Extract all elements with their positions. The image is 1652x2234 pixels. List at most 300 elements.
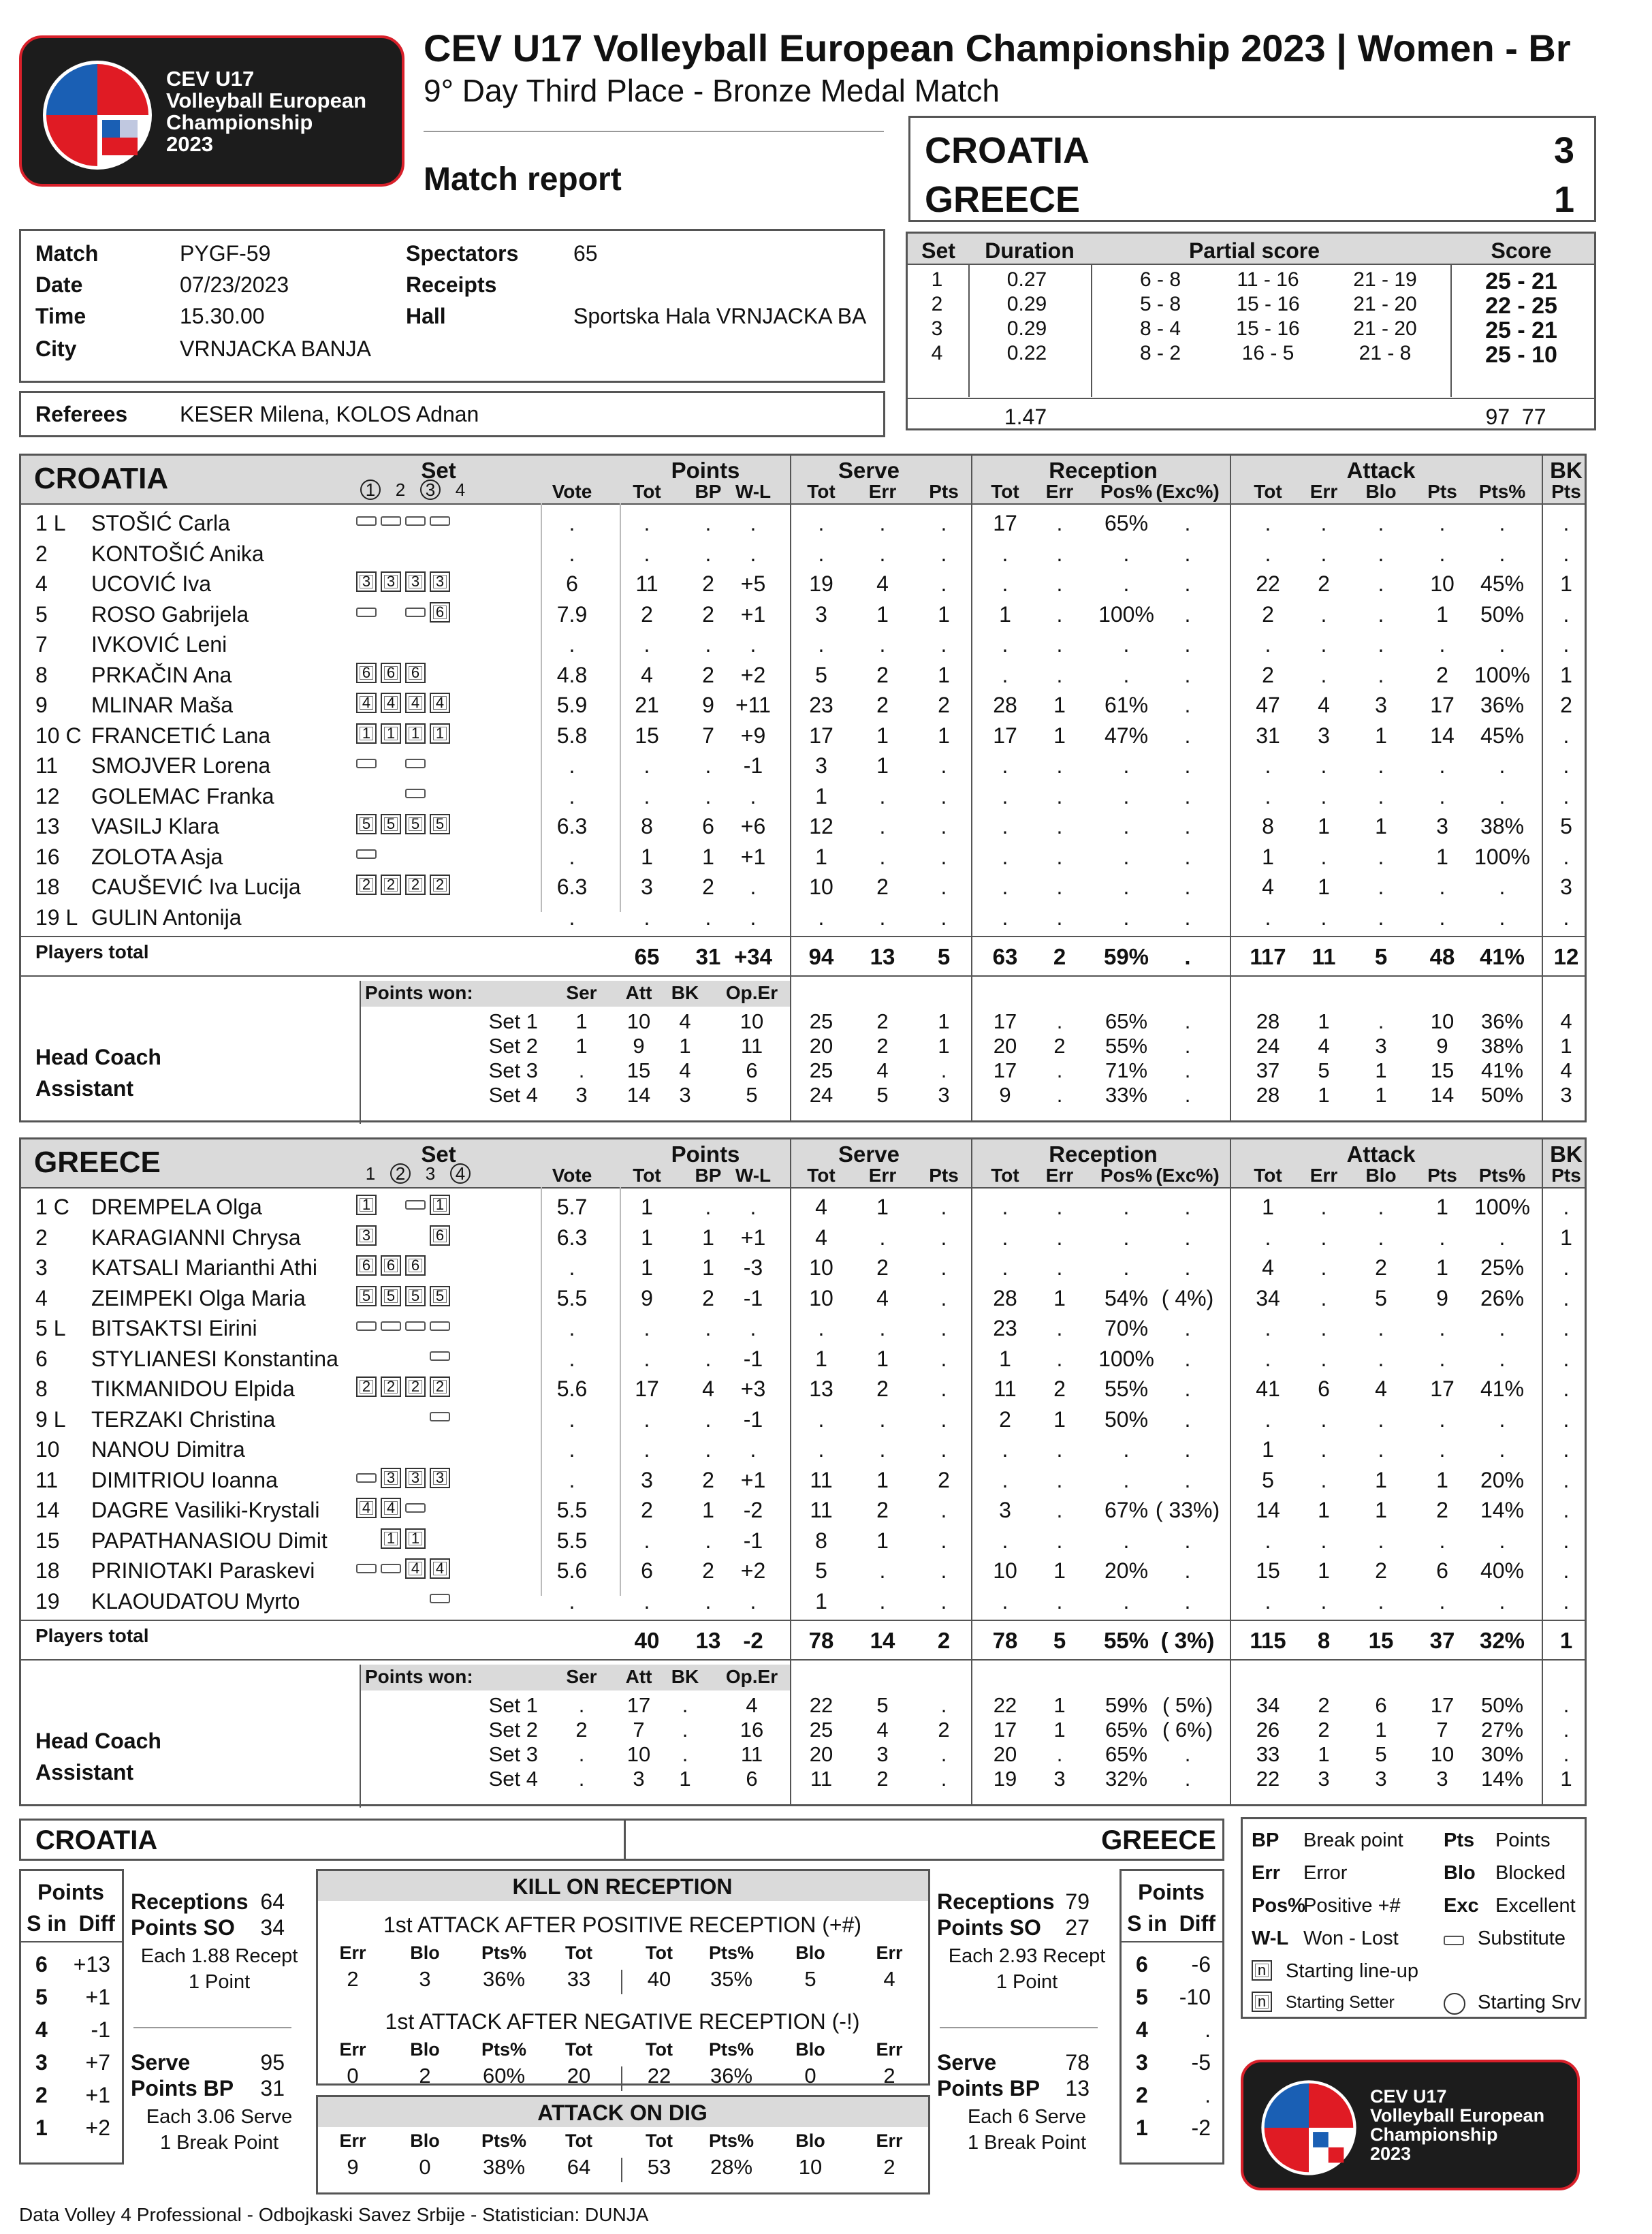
starting-lineup-marker: 1 [356, 1195, 377, 1215]
stat-cell: 2 [876, 1498, 889, 1522]
starting-lineup-marker: 3 [405, 571, 426, 592]
bottom-left-team: CROATIA [35, 1825, 158, 1855]
date-label: Date [35, 272, 83, 297]
subheader-15: Pts% [1478, 1165, 1526, 1186]
stat-cell: . [940, 783, 947, 808]
subheader-8: Err [1045, 1165, 1074, 1186]
stat-cell: 2 [702, 571, 714, 596]
stat-cell: 1 [641, 1255, 653, 1280]
stat-cell: . [1056, 541, 1063, 566]
stat-cell: 1 [702, 1225, 714, 1250]
stat-cell: +1 [740, 601, 766, 627]
kill-value: 28% [710, 2155, 753, 2179]
kill-header: Pts% [708, 2039, 754, 2060]
stat-cell: 1 [876, 601, 889, 627]
set-stat-cell: 7 [1436, 1718, 1448, 1742]
player-name: ZEIMPEKI Olga Maria [91, 1285, 306, 1310]
subheader-13: Blo [1365, 1165, 1397, 1186]
set-stat-cell: . [1056, 1009, 1063, 1033]
set-stat-cell: 14 [1430, 1083, 1455, 1107]
players-total-value: 8 [1317, 1628, 1331, 1653]
stat-cell: . [818, 1316, 825, 1340]
stat-cell: . [1320, 511, 1327, 535]
players-total-value: 63 [992, 944, 1018, 969]
stat-cell: . [940, 571, 947, 596]
left-each-break: 1 Break Point [159, 2132, 279, 2154]
set-stat-cell: 1 [1375, 1718, 1387, 1742]
set-stat-cell: 50% [1480, 1693, 1524, 1717]
stat-cell: . [1563, 1195, 1570, 1219]
stat-cell: 5 [815, 1558, 827, 1583]
stat-cell: 1 [1436, 601, 1448, 627]
rotation-diff: . [1205, 2017, 1211, 2042]
set-markers [354, 1316, 452, 1335]
total-duration: 1.47 [1004, 405, 1047, 429]
set-stat-cell: 1 [1318, 1742, 1330, 1766]
logo-bottom-text-2: Volleyball European [1370, 2105, 1545, 2126]
partial-score-16: 15 - 16 [1236, 317, 1300, 340]
stat-cell: . [644, 541, 650, 566]
stat-cell: 23 [809, 693, 833, 717]
kill-value: 22 [647, 2064, 671, 2088]
stat-cell: . [1320, 1225, 1327, 1250]
stat-cell: 17 [993, 723, 1017, 748]
stat-cell: 5 [1560, 814, 1572, 838]
stat-cell: . [1563, 904, 1570, 930]
legend-text: Won - Lost [1303, 1928, 1399, 1949]
player-name: KLAOUDATOU Myrto [91, 1588, 300, 1614]
subheader-16: Pts [1551, 481, 1581, 502]
stat-cell: 1 [1318, 1558, 1330, 1583]
stat-cell: 25% [1480, 1255, 1525, 1280]
stat-cell: 1 [1375, 1467, 1387, 1492]
subheader-9: Pos% [1100, 1165, 1153, 1186]
stat-cell: . [879, 1558, 886, 1583]
stat-cell: . [569, 904, 575, 930]
rotation-number: 5 [35, 1985, 48, 2009]
set-stat-cell: 15 [1430, 1058, 1455, 1082]
player-name: STYLIANESI Konstantina [91, 1346, 338, 1371]
stat-cell: 1 [815, 1346, 827, 1371]
stat-cell: . [705, 1316, 712, 1340]
stat-cell: . [1056, 875, 1063, 899]
stat-cell: . [1123, 1195, 1130, 1219]
stat-cell: . [1499, 1437, 1506, 1462]
kill-value: 40 [647, 1967, 671, 1991]
stat-cell: 41% [1480, 1376, 1525, 1401]
set-stat-cell: 16 [740, 1718, 764, 1742]
stat-cell: -1 [743, 1285, 763, 1310]
starting-lineup-marker: 4 [381, 1498, 401, 1518]
stat-cell: . [750, 904, 757, 930]
stat-cell: 1 [702, 1255, 714, 1280]
stat-cell: 1 [1053, 693, 1066, 717]
stat-cell: 26% [1480, 1285, 1525, 1310]
stat-cell: 23 [993, 1316, 1017, 1340]
result-score1: 3 [1553, 130, 1574, 171]
set-stat-cell: 1 [1053, 1718, 1066, 1742]
stat-cell: . [1439, 1225, 1446, 1250]
stat-cell: . [569, 1588, 575, 1614]
right-receptions: 79 [1065, 1889, 1090, 1914]
stat-cell: . [750, 1437, 757, 1462]
starting-lineup-marker: 5 [356, 814, 377, 834]
starting-lineup-marker: 3 [356, 571, 377, 592]
player-number: 4 [35, 571, 48, 596]
stat-cell: . [569, 753, 575, 778]
set-stat-cell: 2 [1318, 1693, 1330, 1717]
stat-cell: 3 [1436, 814, 1448, 838]
set-markers [354, 1528, 452, 1549]
player-name: VASILJ Klara [91, 814, 219, 838]
set-stat-cell: 3 [633, 1767, 645, 1791]
stat-cell: 5.7 [556, 1195, 588, 1219]
rotation-number: 1 [1136, 2115, 1148, 2140]
stat-cell: 6 [1318, 1376, 1330, 1401]
stat-cell: . [569, 1316, 575, 1340]
stat-cell: . [1056, 1437, 1063, 1462]
stat-cell: 1 [1318, 875, 1330, 899]
set-stat-cell: 30% [1480, 1742, 1524, 1766]
starting-lineup-marker: 6 [356, 663, 377, 683]
set-markers [354, 1195, 452, 1215]
stat-cell: 19 [809, 571, 833, 596]
stat-cell: 17 [993, 511, 1017, 535]
set-stat-cell: 17 [626, 1693, 651, 1717]
stat-cell: . [1056, 753, 1063, 778]
stat-cell: . [940, 1195, 947, 1219]
stat-cell: . [940, 1376, 947, 1401]
set-stat-cell: . [578, 1767, 585, 1791]
stat-cell: 4 [815, 1225, 827, 1250]
stat-cell: 45% [1480, 571, 1525, 596]
stat-cell: . [1320, 1588, 1327, 1614]
kill-value: 4 [883, 1967, 895, 1991]
set-label: Set 1 [488, 1693, 538, 1717]
set-stat-cell: . [940, 1693, 947, 1717]
stat-cell: . [1320, 632, 1327, 657]
stat-cell: . [1439, 632, 1446, 657]
stat-cell: . [818, 632, 825, 657]
stat-cell: . [1123, 1437, 1130, 1462]
stat-cell: 1 [702, 844, 714, 869]
player-number: 1 L [35, 511, 66, 535]
stat-cell: . [705, 1346, 712, 1371]
stat-cell: . [1184, 601, 1191, 627]
stat-cell: 17 [809, 723, 833, 748]
starting-lineup-marker: 1 [405, 723, 426, 744]
stat-cell: . [1320, 904, 1327, 930]
player-number: 10 C [35, 723, 82, 748]
stat-cell: -2 [743, 1498, 763, 1522]
set-stat-cell: 1 [1318, 1009, 1330, 1033]
players-total-value: 5 [937, 944, 951, 969]
stat-cell: 4 [876, 571, 889, 596]
set-stat-cell: 50% [1480, 1083, 1524, 1107]
rotation-number: 2 [1136, 2083, 1148, 2107]
player-number: 19 [35, 1588, 60, 1614]
stat-cell: 4.8 [556, 662, 588, 687]
kill-header: Err [876, 2039, 903, 2060]
stat-cell: 2 [1375, 1255, 1387, 1280]
stat-cell: 9 [641, 1285, 653, 1310]
legend-text: Substitute [1478, 1928, 1566, 1949]
stat-cell: . [705, 511, 712, 535]
stat-cell: 3 [999, 1498, 1011, 1522]
partial-score-16: 15 - 16 [1236, 293, 1300, 315]
stat-cell: 11 [810, 1498, 833, 1522]
stat-cell: . [1378, 904, 1384, 930]
stat-cell: . [1378, 1195, 1384, 1219]
stat-cell: . [644, 753, 650, 778]
players-total-value: 1 [1559, 1628, 1573, 1653]
player-number: 7 [35, 632, 48, 657]
set-stat-cell: 14 [626, 1083, 651, 1107]
result-team2: GREECE [925, 179, 1081, 220]
left-sin-diff: S in Diff [27, 1911, 115, 1936]
set-stat-cell: 32% [1105, 1767, 1148, 1791]
starting-marker-icon [1252, 1960, 1272, 1981]
set-stat-cell: 33 [1256, 1742, 1280, 1766]
right-serve-label: Serve [937, 2050, 997, 2075]
stat-cell: +5 [740, 571, 766, 596]
stat-cell: +6 [740, 814, 766, 838]
rotation-diff: -1 [91, 2017, 110, 2042]
starting-serve-icon [1444, 1993, 1465, 2015]
players-total-value: 117 [1250, 944, 1286, 969]
stat-cell: . [1056, 511, 1063, 535]
set-number-header [396, 479, 405, 501]
stat-cell: 2 [1436, 1498, 1448, 1522]
stat-cell: . [1499, 783, 1506, 808]
stat-cell: . [1056, 1498, 1063, 1522]
stat-cell: . [1378, 753, 1384, 778]
stat-cell: . [879, 511, 886, 535]
set-number-header [420, 479, 441, 501]
kill-value: 2 [883, 2155, 895, 2179]
stat-cell: . [1265, 1316, 1271, 1340]
stat-cell: . [569, 541, 575, 566]
set-stat-cell: . [1184, 1034, 1191, 1058]
player-name: DIMITRIOU Ioanna [91, 1467, 278, 1492]
right-bp-label: Points BP [937, 2076, 1041, 2101]
stat-cell: +11 [735, 693, 771, 717]
stat-cell: . [1563, 1285, 1570, 1310]
stat-cell: . [940, 1528, 947, 1553]
players-total-value: ( 3%) [1160, 1628, 1215, 1653]
stat-cell: . [1002, 753, 1008, 778]
players-total-value: 14 [870, 1628, 895, 1653]
rotation-number: 6 [35, 1952, 48, 1977]
stat-cell: . [1563, 1558, 1570, 1583]
stat-cell: . [569, 511, 575, 535]
stat-cell: 1 [938, 723, 950, 748]
set-stat-cell: 9 [999, 1083, 1011, 1107]
cev-logo-bottom [1241, 2060, 1580, 2190]
kill-header: Tot [646, 1942, 673, 1963]
set-stat-cell: . [1184, 1742, 1191, 1766]
sets-header-score: Score [1491, 238, 1552, 263]
stat-cell: 11 [994, 1376, 1017, 1401]
stat-cell: . [1439, 783, 1446, 808]
set-stat-cell: 3 [1436, 1767, 1448, 1791]
stat-cell: . [1123, 1467, 1130, 1492]
stat-cell: 6.3 [556, 814, 588, 838]
substitute-marker [381, 516, 401, 526]
starting-marker-letter: n [1255, 1964, 1269, 1977]
right-receptions-label: Receptions [937, 1889, 1055, 1914]
set-stat-cell: 5 [1318, 1058, 1330, 1082]
stat-cell: 1 [1436, 1195, 1448, 1219]
kill-value: 36% [482, 1967, 526, 1991]
subheader-1: Tot [633, 1165, 661, 1186]
subheader-2: BP [695, 481, 722, 502]
stat-cell: . [1184, 844, 1191, 869]
set-stat-cell: 19 [993, 1767, 1017, 1791]
player-number: 11 [35, 1467, 59, 1492]
players-total-label: Players total [35, 1625, 149, 1646]
subheader-11: Tot [1254, 1165, 1282, 1186]
city-label: City [35, 336, 77, 361]
set-stat-cell: 33% [1105, 1083, 1148, 1107]
stat-cell: . [940, 904, 947, 930]
substitute-marker [430, 1351, 450, 1361]
starting-lineup-marker: 6 [430, 602, 450, 623]
stat-cell: 40% [1480, 1558, 1525, 1583]
subheader-2: BP [695, 1165, 722, 1186]
subheader-4: Tot [807, 1165, 836, 1186]
player-number: 2 [35, 541, 48, 566]
stat-cell: +2 [740, 662, 766, 687]
subheader-9: Pos% [1100, 481, 1153, 502]
set-stat-cell: 11 [740, 1742, 763, 1766]
stat-cell: . [705, 904, 712, 930]
stat-cell: . [705, 753, 712, 778]
subheader-10: (Exc%) [1156, 1165, 1220, 1186]
stat-cell: . [750, 511, 757, 535]
left-each-point: 1 Point [188, 1971, 251, 1993]
stat-cell: . [705, 783, 712, 808]
stat-cell: 11 [810, 1467, 833, 1492]
set-markers [354, 1437, 452, 1456]
stat-cell: 4 [876, 1285, 889, 1310]
starting-lineup-marker: 2 [405, 1376, 426, 1397]
stat-cell: . [1184, 693, 1191, 717]
stat-cell: . [1184, 1255, 1191, 1280]
stat-cell: . [1056, 1588, 1063, 1614]
set-stat-cell: 6 [746, 1767, 758, 1791]
set-stat-cell: 41% [1480, 1058, 1524, 1082]
points-won-header: Att [625, 1666, 652, 1687]
set-score: 22 - 25 [1485, 293, 1557, 319]
set-stat-cell: 22 [809, 1693, 833, 1717]
subheader-12: Err [1309, 1165, 1338, 1186]
stat-cell: 47 [1256, 693, 1280, 717]
stat-cell: . [1184, 904, 1191, 930]
stat-cell: 38% [1480, 814, 1525, 838]
stat-cell: 50% [1104, 1406, 1149, 1432]
set-markers [354, 905, 452, 924]
set-stat-cell: 7 [633, 1718, 645, 1742]
stat-cell: +2 [740, 1558, 766, 1583]
stat-cell: . [1439, 1528, 1446, 1553]
stat-cell: 22 [1256, 571, 1280, 596]
set-stat-cell: . [578, 1058, 585, 1082]
players-total-value: 59% [1103, 944, 1149, 969]
stat-cell: . [1184, 1558, 1191, 1583]
starting-lineup-marker: 2 [430, 1376, 450, 1397]
stat-cell: 1 [1053, 723, 1066, 748]
legend-text: Blocked [1495, 1862, 1566, 1884]
set-stat-cell: 1 [1560, 1034, 1572, 1058]
stat-cell: 1 [815, 783, 827, 808]
set-stat-cell: 1 [679, 1767, 691, 1791]
stat-cell: . [1563, 1498, 1570, 1522]
stat-cell: . [1439, 1346, 1446, 1371]
stat-cell: 1 [641, 1225, 653, 1250]
stat-cell: . [1563, 723, 1570, 748]
set-number: 1 [365, 1163, 376, 1184]
stat-cell: . [1123, 632, 1130, 657]
kill-value: 2 [883, 2064, 895, 2088]
player-name: UCOVIĆ Iva [91, 571, 212, 596]
stat-cell: . [1265, 1225, 1271, 1250]
stat-cell: 100% [1098, 1346, 1154, 1371]
set-number: 2 [390, 1163, 411, 1184]
kill-header: Err [339, 2130, 366, 2151]
stat-cell: . [644, 1437, 650, 1462]
stat-cell: 1 [1262, 1437, 1274, 1462]
right-each-break: 1 Break Point [967, 2132, 1087, 2154]
set-number: 3 [931, 317, 943, 340]
stat-cell: . [1184, 783, 1191, 808]
left-so-label: Points SO [131, 1915, 235, 1940]
set-stat-cell: . [940, 1058, 947, 1082]
stat-cell: 28 [993, 693, 1017, 717]
rotation-number: 1 [35, 2115, 48, 2140]
stat-cell: 2 [876, 1376, 889, 1401]
stat-cell: 54% [1104, 1285, 1149, 1310]
header-bk: BK [1550, 1142, 1583, 1167]
subheader-3: W-L [735, 1165, 772, 1186]
stat-cell: . [1002, 1588, 1008, 1614]
sets-header-partial: Partial score [1188, 238, 1320, 263]
stat-cell: . [818, 1406, 825, 1432]
stat-cell: 10 [993, 1558, 1017, 1583]
set-score: 25 - 10 [1485, 342, 1557, 368]
set-markers [354, 753, 452, 772]
right-points-title: Points [1138, 1880, 1205, 1904]
set-markers [354, 693, 452, 713]
set-markers [354, 663, 452, 683]
set-stat-cell: 1 [938, 1009, 950, 1033]
subheader-3: W-L [735, 481, 772, 502]
kill-header: Tot [565, 2039, 592, 2060]
substitute-marker [430, 1412, 450, 1421]
kill-value: 2 [419, 2064, 431, 2088]
player-number: 8 [35, 662, 48, 687]
legend-text: Error [1303, 1862, 1348, 1884]
substitute-marker [430, 1321, 450, 1331]
set-number: 1 [931, 268, 943, 291]
set-label: Set 3 [488, 1058, 538, 1082]
header-attack: Attack [1346, 458, 1416, 483]
total-score: 97 77 [1485, 405, 1546, 429]
stat-cell: . [1002, 1255, 1008, 1280]
spectators-value: 65 [573, 241, 598, 266]
player-name: STOŠIĆ Carla [91, 511, 230, 535]
starting-lineup-marker: 3 [430, 1468, 450, 1488]
